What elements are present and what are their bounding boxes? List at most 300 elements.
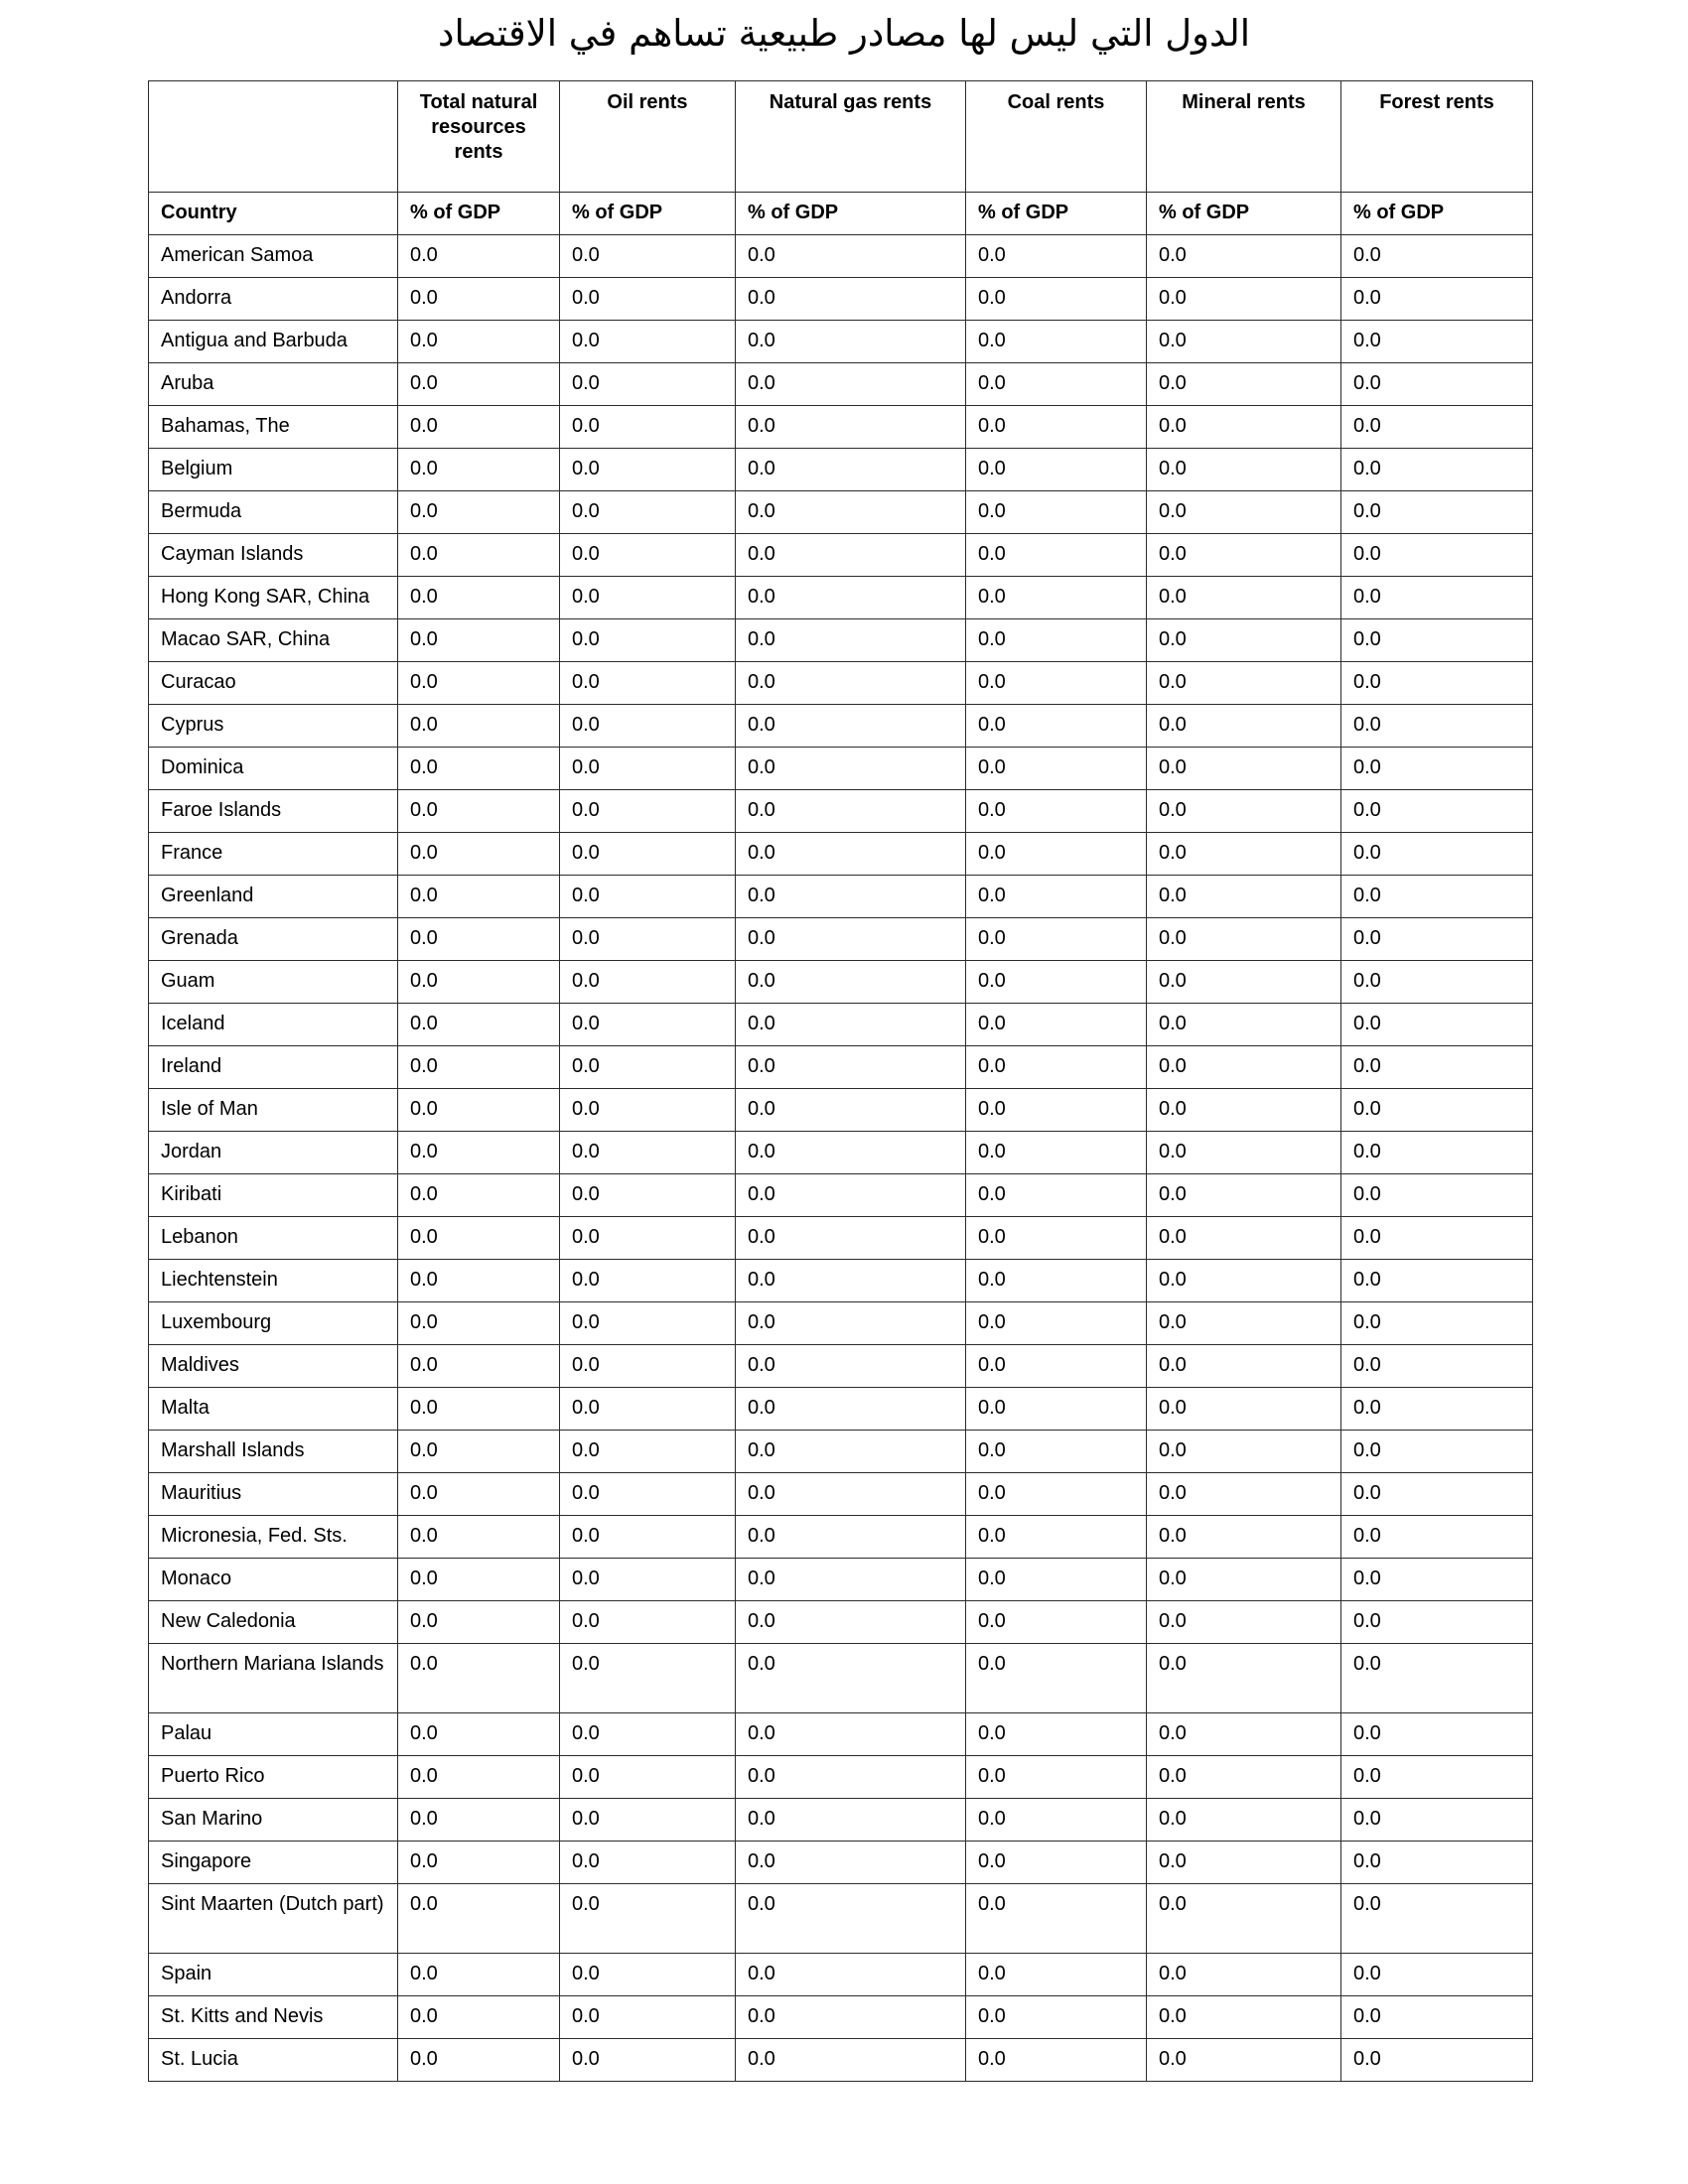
value-cell: 0.0 [560, 278, 736, 321]
value-cell: 0.0 [560, 2039, 736, 2082]
value-cell: 0.0 [966, 534, 1147, 577]
country-cell: Luxembourg [149, 1302, 398, 1345]
country-cell: Hong Kong SAR, China [149, 577, 398, 619]
value-cell: 0.0 [736, 1431, 966, 1473]
table-row [149, 961, 1533, 1004]
value-cell: 0.0 [398, 534, 560, 577]
value-cell: 0.0 [736, 961, 966, 1004]
value-cell: 0.0 [398, 1644, 560, 1713]
table-row [149, 1004, 1533, 1046]
table-row [149, 918, 1533, 961]
country-cell: Cayman Islands [149, 534, 398, 577]
value-cell: 0.0 [398, 278, 560, 321]
value-cell: 0.0 [398, 491, 560, 534]
value-cell: 0.0 [560, 1174, 736, 1217]
value-cell: 0.0 [560, 1559, 736, 1601]
value-cell: 0.0 [736, 619, 966, 662]
value-cell: 0.0 [736, 705, 966, 748]
value-cell: 0.0 [1147, 961, 1341, 1004]
value-cell: 0.0 [398, 1842, 560, 1884]
value-cell: 0.0 [1147, 1046, 1341, 1089]
value-cell: 0.0 [966, 1954, 1147, 1996]
value-cell: 0.0 [1147, 1644, 1341, 1713]
value-cell: 0.0 [1341, 1004, 1533, 1046]
value-cell: 0.0 [966, 1713, 1147, 1756]
value-cell: 0.0 [1341, 662, 1533, 705]
value-cell: 0.0 [736, 449, 966, 491]
value-cell: 0.0 [966, 1799, 1147, 1842]
table-row [149, 1884, 1533, 1954]
value-cell: 0.0 [736, 1799, 966, 1842]
value-cell: 0.0 [398, 1388, 560, 1431]
column-header-forest-rents: Forest rents [1341, 81, 1533, 193]
value-cell: 0.0 [560, 1089, 736, 1132]
value-cell: 0.0 [1147, 363, 1341, 406]
value-cell: 0.0 [398, 1559, 560, 1601]
country-cell: New Caledonia [149, 1601, 398, 1644]
value-cell: 0.0 [560, 833, 736, 876]
value-cell: 0.0 [1341, 790, 1533, 833]
table-row [149, 748, 1533, 790]
country-header: Country [149, 193, 398, 235]
value-cell: 0.0 [560, 1388, 736, 1431]
value-cell: 0.0 [736, 833, 966, 876]
country-cell: Grenada [149, 918, 398, 961]
value-cell: 0.0 [560, 790, 736, 833]
value-cell: 0.0 [966, 1260, 1147, 1302]
value-cell: 0.0 [966, 235, 1147, 278]
table-row [149, 1996, 1533, 2039]
value-cell: 0.0 [560, 1260, 736, 1302]
value-cell: 0.0 [1147, 321, 1341, 363]
value-cell: 0.0 [1341, 876, 1533, 918]
value-cell: 0.0 [398, 876, 560, 918]
value-cell: 0.0 [1341, 619, 1533, 662]
country-cell: Liechtenstein [149, 1260, 398, 1302]
value-cell: 0.0 [736, 1842, 966, 1884]
table-row [149, 833, 1533, 876]
value-cell: 0.0 [560, 1473, 736, 1516]
value-cell: 0.0 [966, 833, 1147, 876]
table-row [149, 1174, 1533, 1217]
value-cell: 0.0 [736, 1559, 966, 1601]
value-cell: 0.0 [736, 1089, 966, 1132]
value-cell: 0.0 [398, 1884, 560, 1954]
value-cell: 0.0 [736, 1345, 966, 1388]
value-cell: 0.0 [560, 363, 736, 406]
table-row [149, 1559, 1533, 1601]
country-cell: Lebanon [149, 1217, 398, 1260]
value-cell: 0.0 [1341, 748, 1533, 790]
value-cell: 0.0 [1341, 321, 1533, 363]
value-cell: 0.0 [736, 491, 966, 534]
table-row [149, 1217, 1533, 1260]
value-cell: 0.0 [966, 1217, 1147, 1260]
country-cell: Puerto Rico [149, 1756, 398, 1799]
value-cell: 0.0 [736, 1644, 966, 1713]
value-cell: 0.0 [966, 363, 1147, 406]
value-cell: 0.0 [736, 1388, 966, 1431]
value-cell: 0.0 [1147, 2039, 1341, 2082]
value-cell: 0.0 [398, 619, 560, 662]
value-cell: 0.0 [1147, 1799, 1341, 1842]
value-cell: 0.0 [560, 918, 736, 961]
value-cell: 0.0 [1341, 1954, 1533, 1996]
value-cell: 0.0 [1341, 1132, 1533, 1174]
value-cell: 0.0 [560, 321, 736, 363]
table-row [149, 619, 1533, 662]
corner-cell [149, 81, 398, 193]
value-cell: 0.0 [398, 833, 560, 876]
value-cell: 0.0 [1341, 705, 1533, 748]
natural-resources-rents-table [148, 80, 1533, 2082]
value-cell: 0.0 [398, 1217, 560, 1260]
value-cell: 0.0 [966, 2039, 1147, 2082]
value-cell: 0.0 [560, 705, 736, 748]
value-cell: 0.0 [1341, 577, 1533, 619]
value-cell: 0.0 [560, 961, 736, 1004]
value-cell: 0.0 [1147, 1842, 1341, 1884]
value-cell: 0.0 [1341, 278, 1533, 321]
value-cell: 0.0 [1147, 577, 1341, 619]
value-cell: 0.0 [966, 662, 1147, 705]
country-cell: Malta [149, 1388, 398, 1431]
value-cell: 0.0 [966, 1345, 1147, 1388]
value-cell: 0.0 [1147, 833, 1341, 876]
value-cell: 0.0 [560, 1345, 736, 1388]
column-header-oil-rents: Oil rents [560, 81, 736, 193]
value-cell: 0.0 [1341, 1260, 1533, 1302]
country-cell: American Samoa [149, 235, 398, 278]
value-cell: 0.0 [560, 1996, 736, 2039]
value-cell: 0.0 [560, 1516, 736, 1559]
value-cell: 0.0 [1147, 1004, 1341, 1046]
country-cell: Curacao [149, 662, 398, 705]
table-row [149, 1644, 1533, 1713]
country-cell: Bahamas, The [149, 406, 398, 449]
table-row [149, 1799, 1533, 1842]
value-cell: 0.0 [1147, 1302, 1341, 1345]
value-cell: 0.0 [1341, 491, 1533, 534]
value-cell: 0.0 [560, 534, 736, 577]
value-cell: 0.0 [736, 1473, 966, 1516]
table-row [149, 278, 1533, 321]
value-cell: 0.0 [1147, 1431, 1341, 1473]
country-cell: Andorra [149, 278, 398, 321]
value-cell: 0.0 [398, 1996, 560, 2039]
country-cell: Palau [149, 1713, 398, 1756]
value-cell: 0.0 [966, 1388, 1147, 1431]
value-cell: 0.0 [966, 1756, 1147, 1799]
value-cell: 0.0 [736, 1260, 966, 1302]
table-row [149, 1842, 1533, 1884]
country-cell: Kiribati [149, 1174, 398, 1217]
country-cell: Isle of Man [149, 1089, 398, 1132]
page-title: الدول التي ليس لها مصادر طبيعية تساهم في الاقتصاد [437, 12, 1251, 55]
table-row [149, 1516, 1533, 1559]
value-cell: 0.0 [736, 918, 966, 961]
value-cell: 0.0 [736, 1217, 966, 1260]
column-header-natural-gas-rents: Natural gas rents [736, 81, 966, 193]
value-cell: 0.0 [1147, 534, 1341, 577]
value-cell: 0.0 [398, 961, 560, 1004]
country-cell: Marshall Islands [149, 1431, 398, 1473]
value-cell: 0.0 [1341, 2039, 1533, 2082]
value-cell: 0.0 [736, 321, 966, 363]
value-cell: 0.0 [560, 449, 736, 491]
value-cell: 0.0 [1341, 1431, 1533, 1473]
value-cell: 0.0 [966, 619, 1147, 662]
value-cell: 0.0 [1147, 1260, 1341, 1302]
value-cell: 0.0 [398, 1302, 560, 1345]
country-cell: San Marino [149, 1799, 398, 1842]
value-cell: 0.0 [1341, 1089, 1533, 1132]
value-cell: 0.0 [560, 619, 736, 662]
value-cell: 0.0 [736, 1713, 966, 1756]
value-cell: 0.0 [736, 278, 966, 321]
table-header [149, 81, 1533, 235]
value-cell: 0.0 [1147, 619, 1341, 662]
value-cell: 0.0 [1147, 1089, 1341, 1132]
value-cell: 0.0 [966, 1132, 1147, 1174]
value-cell: 0.0 [736, 1996, 966, 2039]
value-cell: 0.0 [736, 2039, 966, 2082]
value-cell: 0.0 [1147, 1601, 1341, 1644]
value-cell: 0.0 [966, 1473, 1147, 1516]
value-cell: 0.0 [560, 1756, 736, 1799]
value-cell: 0.0 [966, 1559, 1147, 1601]
value-cell: 0.0 [966, 1431, 1147, 1473]
value-cell: 0.0 [1341, 1302, 1533, 1345]
table-row [149, 1954, 1533, 1996]
column-header-row [149, 81, 1533, 193]
value-cell: 0.0 [398, 1046, 560, 1089]
value-cell: 0.0 [1147, 918, 1341, 961]
unit-header: % of GDP [560, 193, 736, 235]
table-row [149, 662, 1533, 705]
value-cell: 0.0 [966, 1089, 1147, 1132]
country-cell: Faroe Islands [149, 790, 398, 833]
table-row [149, 321, 1533, 363]
value-cell: 0.0 [1341, 1644, 1533, 1713]
value-cell: 0.0 [560, 1884, 736, 1954]
value-cell: 0.0 [398, 1345, 560, 1388]
value-cell: 0.0 [736, 1884, 966, 1954]
value-cell: 0.0 [966, 1302, 1147, 1345]
table-row [149, 1473, 1533, 1516]
country-cell: Micronesia, Fed. Sts. [149, 1516, 398, 1559]
value-cell: 0.0 [966, 406, 1147, 449]
value-cell: 0.0 [1147, 235, 1341, 278]
value-cell: 0.0 [1147, 1132, 1341, 1174]
value-cell: 0.0 [736, 1174, 966, 1217]
value-cell: 0.0 [1147, 1954, 1341, 1996]
value-cell: 0.0 [398, 363, 560, 406]
value-cell: 0.0 [560, 491, 736, 534]
column-header-total-natural-resources-rents: Total natural resources rents [398, 81, 560, 193]
value-cell: 0.0 [398, 2039, 560, 2082]
table-row [149, 1388, 1533, 1431]
value-cell: 0.0 [966, 1174, 1147, 1217]
value-cell: 0.0 [398, 235, 560, 278]
value-cell: 0.0 [398, 918, 560, 961]
subheader-row [149, 193, 1533, 235]
value-cell: 0.0 [398, 705, 560, 748]
value-cell: 0.0 [1341, 449, 1533, 491]
value-cell: 0.0 [966, 748, 1147, 790]
value-cell: 0.0 [1147, 1884, 1341, 1954]
value-cell: 0.0 [966, 790, 1147, 833]
value-cell: 0.0 [1147, 1996, 1341, 2039]
country-cell: Iceland [149, 1004, 398, 1046]
country-cell: Monaco [149, 1559, 398, 1601]
value-cell: 0.0 [736, 662, 966, 705]
column-header-mineral-rents: Mineral rents [1147, 81, 1341, 193]
value-cell: 0.0 [736, 363, 966, 406]
table-row [149, 235, 1533, 278]
value-cell: 0.0 [1147, 1217, 1341, 1260]
value-cell: 0.0 [736, 235, 966, 278]
value-cell: 0.0 [398, 1473, 560, 1516]
unit-header: % of GDP [736, 193, 966, 235]
value-cell: 0.0 [398, 1431, 560, 1473]
value-cell: 0.0 [398, 321, 560, 363]
value-cell: 0.0 [1147, 1756, 1341, 1799]
country-cell: Belgium [149, 449, 398, 491]
value-cell: 0.0 [398, 449, 560, 491]
value-cell: 0.0 [1147, 1516, 1341, 1559]
value-cell: 0.0 [736, 1601, 966, 1644]
value-cell: 0.0 [966, 1601, 1147, 1644]
value-cell: 0.0 [1147, 1713, 1341, 1756]
value-cell: 0.0 [736, 876, 966, 918]
country-cell: Jordan [149, 1132, 398, 1174]
value-cell: 0.0 [560, 1431, 736, 1473]
value-cell: 0.0 [1147, 491, 1341, 534]
value-cell: 0.0 [736, 1004, 966, 1046]
value-cell: 0.0 [560, 662, 736, 705]
value-cell: 0.0 [966, 1004, 1147, 1046]
value-cell: 0.0 [1147, 1388, 1341, 1431]
table-row [149, 790, 1533, 833]
table-row [149, 1431, 1533, 1473]
country-cell: Mauritius [149, 1473, 398, 1516]
value-cell: 0.0 [966, 1884, 1147, 1954]
table-row [149, 363, 1533, 406]
value-cell: 0.0 [1341, 1884, 1533, 1954]
country-cell: Maldives [149, 1345, 398, 1388]
value-cell: 0.0 [1147, 1174, 1341, 1217]
table-row [149, 705, 1533, 748]
value-cell: 0.0 [1341, 1473, 1533, 1516]
value-cell: 0.0 [736, 406, 966, 449]
value-cell: 0.0 [560, 1713, 736, 1756]
value-cell: 0.0 [1147, 1559, 1341, 1601]
value-cell: 0.0 [1341, 1996, 1533, 2039]
value-cell: 0.0 [1147, 278, 1341, 321]
table-row [149, 1132, 1533, 1174]
value-cell: 0.0 [398, 1756, 560, 1799]
value-cell: 0.0 [560, 748, 736, 790]
value-cell: 0.0 [966, 577, 1147, 619]
country-cell: Guam [149, 961, 398, 1004]
country-cell: Macao SAR, China [149, 619, 398, 662]
country-cell: Greenland [149, 876, 398, 918]
value-cell: 0.0 [398, 1954, 560, 1996]
value-cell: 0.0 [1341, 1601, 1533, 1644]
value-cell: 0.0 [560, 1799, 736, 1842]
value-cell: 0.0 [736, 748, 966, 790]
table-row [149, 577, 1533, 619]
column-header-coal-rents: Coal rents [966, 81, 1147, 193]
table-row [149, 2039, 1533, 2082]
value-cell: 0.0 [398, 1260, 560, 1302]
country-cell: Antigua and Barbuda [149, 321, 398, 363]
country-cell: Ireland [149, 1046, 398, 1089]
value-cell: 0.0 [398, 1089, 560, 1132]
table-row [149, 1302, 1533, 1345]
value-cell: 0.0 [560, 1132, 736, 1174]
value-cell: 0.0 [1147, 1345, 1341, 1388]
country-cell: St. Lucia [149, 2039, 398, 2082]
value-cell: 0.0 [1341, 1842, 1533, 1884]
value-cell: 0.0 [398, 1799, 560, 1842]
unit-header: % of GDP [966, 193, 1147, 235]
value-cell: 0.0 [1147, 790, 1341, 833]
value-cell: 0.0 [966, 918, 1147, 961]
value-cell: 0.0 [1341, 534, 1533, 577]
value-cell: 0.0 [1341, 235, 1533, 278]
table-row [149, 1345, 1533, 1388]
value-cell: 0.0 [736, 1132, 966, 1174]
value-cell: 0.0 [1147, 705, 1341, 748]
value-cell: 0.0 [1341, 1516, 1533, 1559]
country-cell: Cyprus [149, 705, 398, 748]
table-row [149, 1756, 1533, 1799]
value-cell: 0.0 [560, 1954, 736, 1996]
value-cell: 0.0 [966, 1046, 1147, 1089]
value-cell: 0.0 [560, 1004, 736, 1046]
table-row [149, 1601, 1533, 1644]
value-cell: 0.0 [1147, 1473, 1341, 1516]
value-cell: 0.0 [560, 235, 736, 278]
value-cell: 0.0 [966, 1516, 1147, 1559]
value-cell: 0.0 [560, 1046, 736, 1089]
table-row [149, 534, 1533, 577]
value-cell: 0.0 [1341, 406, 1533, 449]
value-cell: 0.0 [398, 790, 560, 833]
value-cell: 0.0 [398, 1516, 560, 1559]
country-cell: Spain [149, 1954, 398, 1996]
country-cell: Aruba [149, 363, 398, 406]
country-cell: St. Kitts and Nevis [149, 1996, 398, 2039]
value-cell: 0.0 [1341, 1174, 1533, 1217]
unit-header: % of GDP [398, 193, 560, 235]
value-cell: 0.0 [1341, 961, 1533, 1004]
value-cell: 0.0 [1341, 1799, 1533, 1842]
value-cell: 0.0 [1341, 918, 1533, 961]
value-cell: 0.0 [966, 449, 1147, 491]
table-row [149, 406, 1533, 449]
value-cell: 0.0 [736, 1756, 966, 1799]
value-cell: 0.0 [1147, 662, 1341, 705]
country-cell: Northern Mariana Islands [149, 1644, 398, 1713]
value-cell: 0.0 [560, 1302, 736, 1345]
value-cell: 0.0 [398, 748, 560, 790]
table-row [149, 1713, 1533, 1756]
value-cell: 0.0 [1341, 1559, 1533, 1601]
value-cell: 0.0 [966, 1842, 1147, 1884]
